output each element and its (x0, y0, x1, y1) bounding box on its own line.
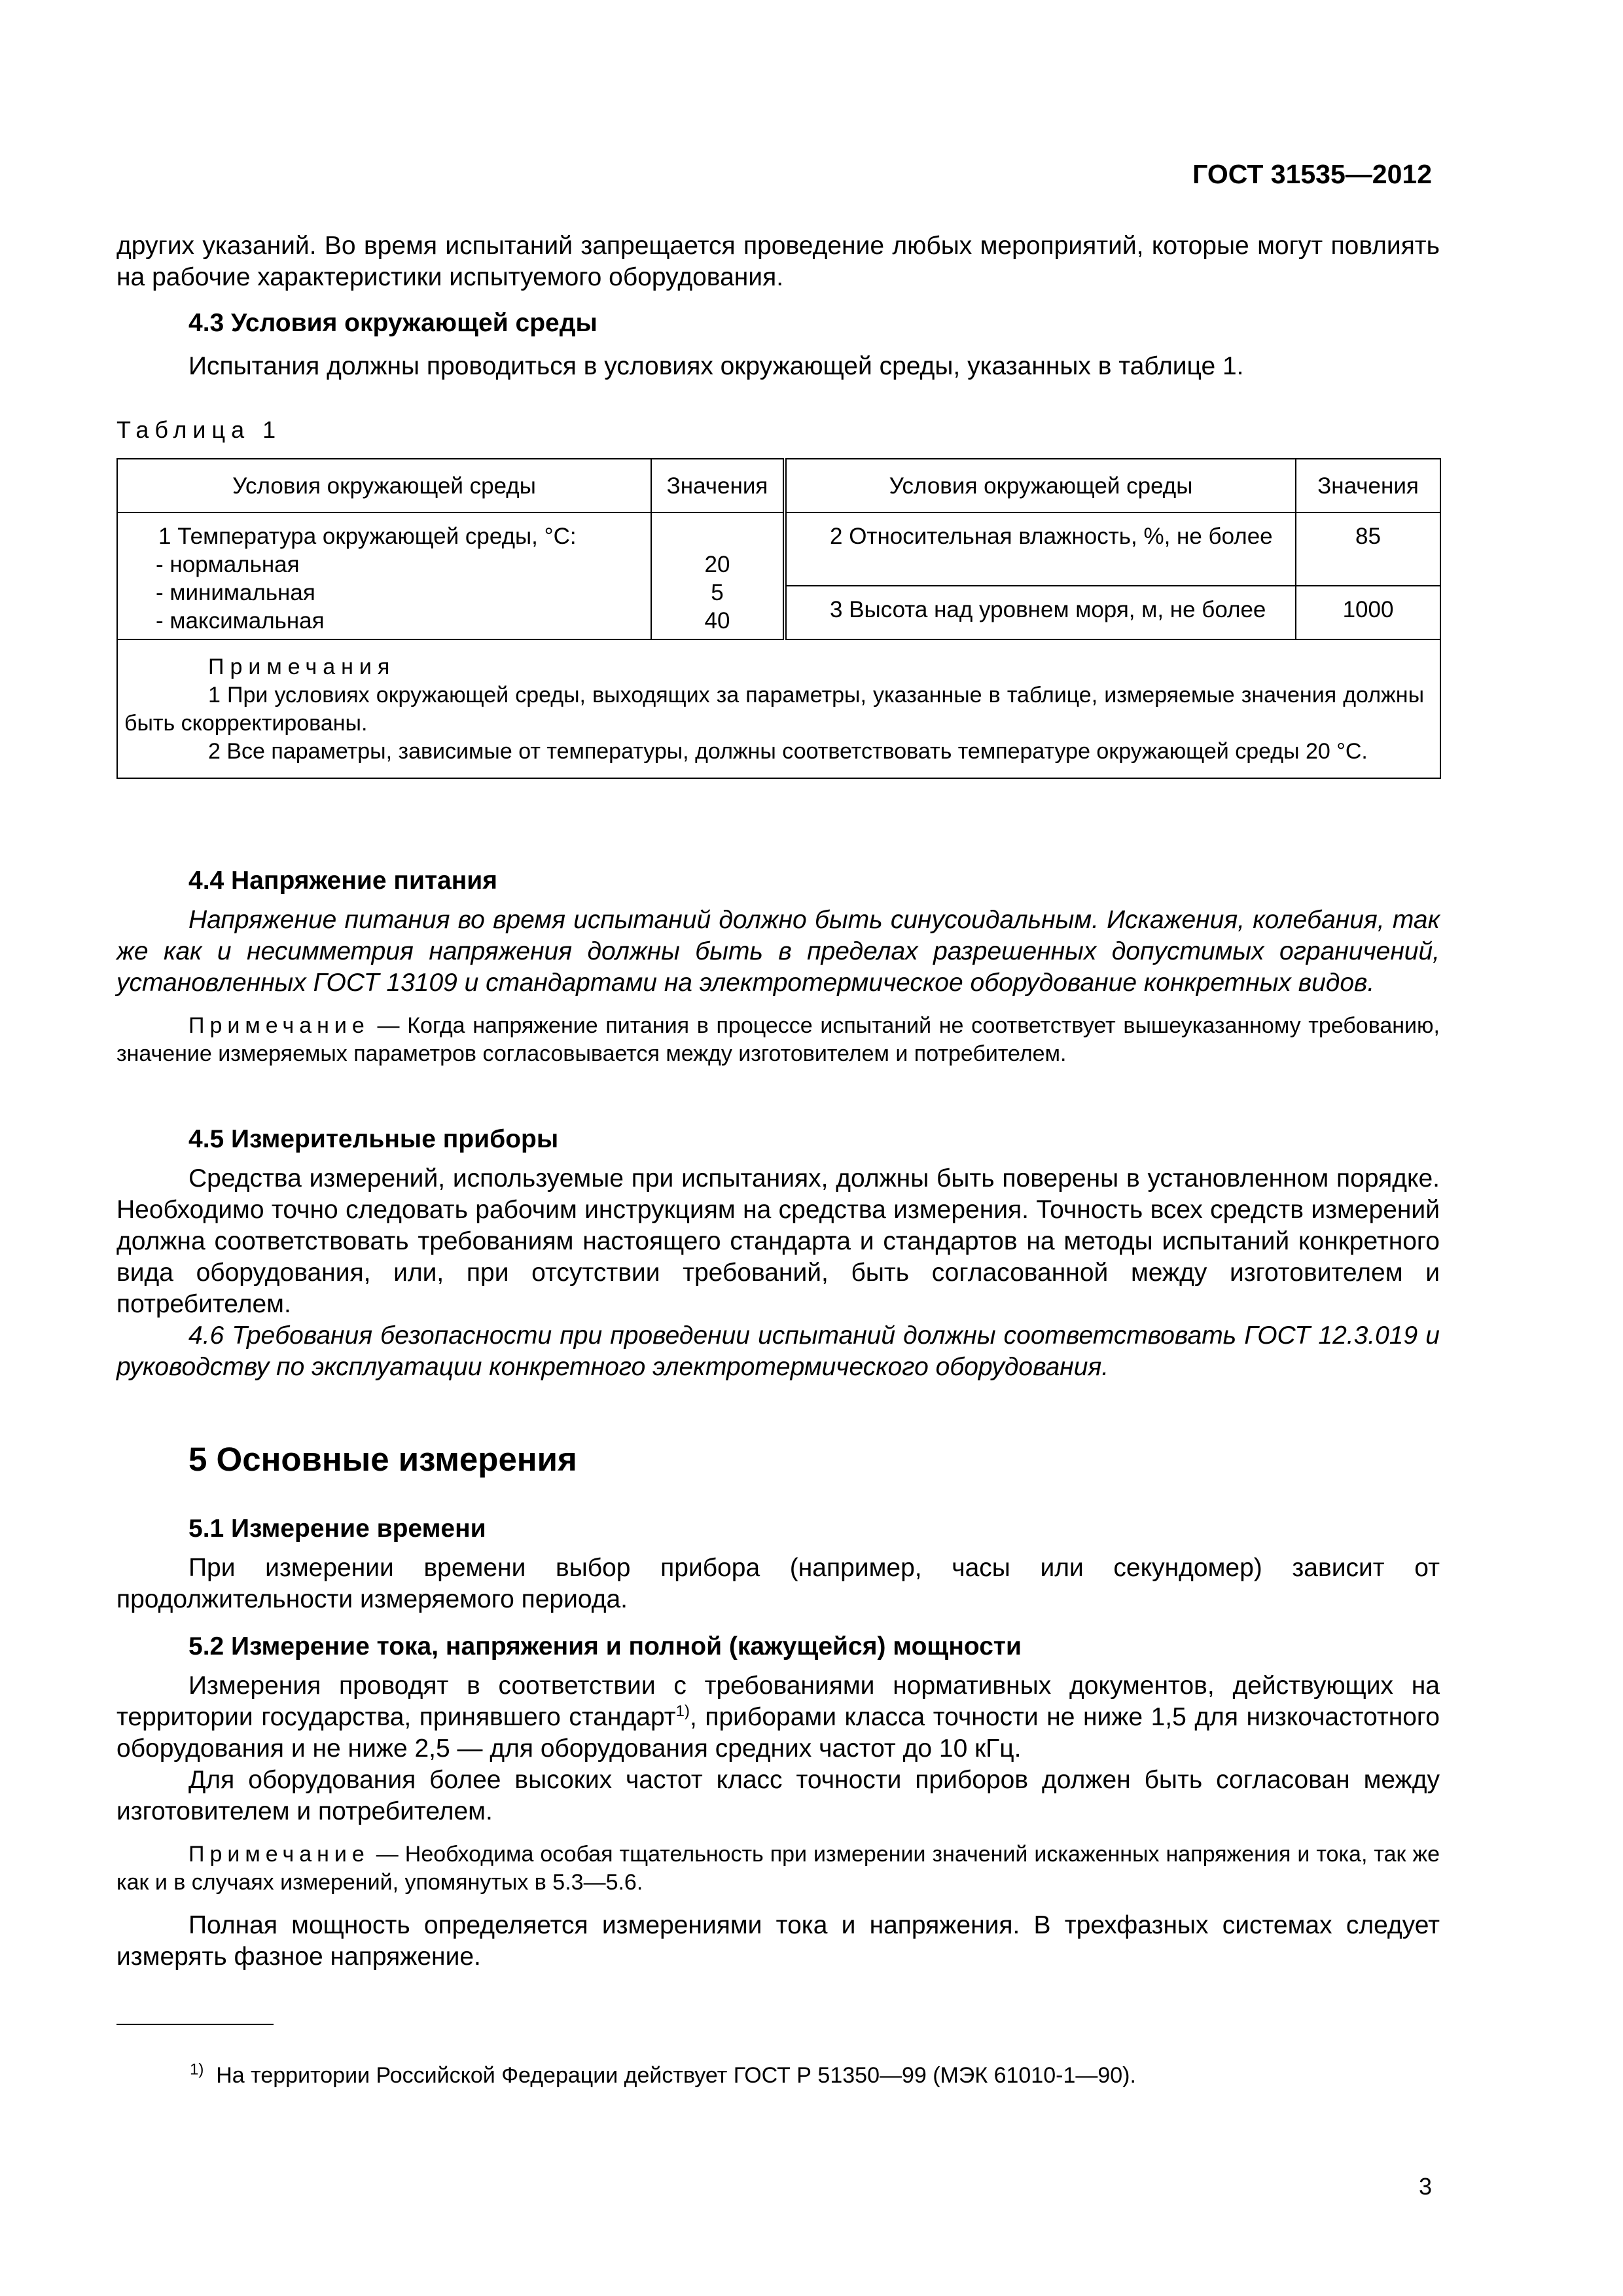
table-header-row (117, 459, 1440, 512)
temperature-item: - минимальная (156, 580, 315, 605)
page-number: 3 (1418, 2173, 1432, 2200)
section-text (116, 1670, 1440, 1765)
section-4-5 (116, 1124, 1440, 1383)
column-header: Условия окружающей среды (785, 459, 1296, 512)
section-5 (116, 1440, 1440, 1479)
temperature-value: 40 (704, 608, 730, 634)
intro-paragraph: других указаний. Во время испытаний запрещается проведение любых мероприятий, которые могут повлиять на рабочие характеристики испытуемого оборудования. (116, 232, 1440, 291)
note-label: Примечание (188, 1013, 370, 1038)
table-caption: Таблица 1 (116, 416, 282, 443)
column-header: Значения (1296, 459, 1440, 512)
section-5-1 (116, 1513, 1440, 1615)
environment-table (116, 458, 1441, 779)
table-notes-row (117, 639, 1440, 778)
temperature-values-cell (651, 512, 785, 639)
section-4-6-text: 4.6 Требования безопасности при проведении испытаний должны соответствовать ГОСТ 12.3.019 и руководству по эксплуатации конкретного электротермического оборудования. (116, 1321, 1440, 1381)
column-header: Значения (651, 459, 785, 512)
temperature-item: - максимальная (156, 608, 325, 634)
section-text: Напряжение питания во время испытаний должно быть синусоидальным. Искажения, колебания, так же как и несимметрия напряжения должны быть в пределах разрешенных допустимых ограничений, установленных ГОСТ 13109 и стандартами на электротермическое оборудование конкретных видов. (116, 906, 1440, 997)
notes-title: Примечания (208, 655, 396, 679)
table-row (117, 512, 1440, 586)
intro-block (116, 230, 1440, 293)
section-text: Испытания должны проводиться в условиях окружающей среды, указанных в таблице 1. (188, 352, 1244, 380)
table-notes (117, 639, 1440, 778)
section-5-2 (116, 1631, 1440, 1973)
footnote-ref[interactable]: 1) (675, 1702, 690, 1720)
standard-number: ГОСТ 31535—2012 (1192, 159, 1432, 189)
footnote-text: На территории Российской Федерации действует ГОСТ Р 51350—99 (МЭК 61010-1—90). (216, 2063, 1136, 2088)
note-text: — Когда напряжение питания в процессе испытаний не соответствует вышеуказанному требованию, значение измеряемых параметров согласовывается между изготовителем и потребителем. (116, 1013, 1440, 1066)
section-text: При измерении времени выбор прибора (например, часы или секундомер) зависит от продолжительности измеряемого периода. (116, 1554, 1440, 1613)
column-header: Условия окружающей среды (117, 459, 651, 512)
section-heading: 5.1 Измерение времени (188, 1515, 486, 1543)
footnote-mark: 1) (190, 2060, 204, 2079)
note-label: Примечание (188, 1842, 370, 1867)
temperature-cell (117, 512, 651, 639)
temperature-item: - нормальная (156, 552, 300, 577)
text-part: Измерения проводят в соответствии с требованиями нормативных документов, действующих на территории государства, принявшего стандарт (116, 1672, 1440, 1731)
text-part: , приборами класса точности не ниже 1,5 для низкочастотного оборудования и не ниже 2,5 — для оборудования средних частот до 10 кГц. (116, 1703, 1440, 1763)
table-note: 2 Все параметры, зависимые от температуры, должны соответствовать температуре окружающей среды 20 °C. (208, 739, 1368, 764)
section-note (116, 1840, 1440, 1897)
humidity-value: 85 (1296, 512, 1440, 586)
table-1-block (116, 416, 1440, 779)
section-text: Для оборудования более высоких частот класс точности приборов должен быть согласован между изготовителем и потребителем. (116, 1766, 1440, 1825)
section-4-3 (116, 308, 1440, 382)
humidity-label-cell (785, 512, 1296, 586)
note-text: — Необходима особая тщательность при измерении значений искаженных напряжения и тока, так же как и в случаях измерений, упомянутых в 5.3—5.6. (116, 1842, 1440, 1895)
chapter-heading: 5 Основные измерения (188, 1441, 577, 1478)
section-text: Полная мощность определяется измерениями тока и напряжения. В трехфазных системах следует измерять фазное напряжение. (116, 1911, 1440, 1971)
altitude-label-cell (785, 586, 1296, 639)
section-heading: 4.4 Напряжение питания (188, 867, 498, 895)
section-note (116, 1012, 1440, 1068)
footnote (190, 2062, 1136, 2089)
temperature-value: 5 (711, 580, 724, 605)
section-text: Средства измерений, используемые при испытаниях, должны быть поверены в установленном порядке. Необходимо точно следовать рабочим инструкциям на средства измерения. Точность всех средств измерений должна соответствовать требованиям настоящего стандарта и стандартов на методы испытаний конкретного вида оборудования, или, при отсутствии требований, быть согласованной между изготовителем и потребителем. (116, 1164, 1440, 1318)
section-heading: 4.5 Измерительные приборы (188, 1125, 559, 1153)
altitude-value: 1000 (1296, 586, 1440, 639)
footnote-separator (116, 2024, 274, 2025)
table-note: 1 При условиях окружающей среды, выходящих за параметры, указанные в таблице, измеряемые значения должны быть скорректированы. (124, 683, 1424, 736)
temperature-title: 1 Температура окружающей среды, °C: (158, 524, 577, 549)
section-4-4 (116, 865, 1440, 1068)
altitude-label: 3 Высота над уровнем моря, м, не более (830, 597, 1266, 622)
section-heading: 5.2 Измерение тока, напряжения и полной (кажущейся) мощности (188, 1632, 1022, 1660)
section-heading: 4.3 Условия окружающей среды (188, 309, 597, 337)
humidity-label: 2 Относительная влажность, %, не более (830, 524, 1273, 549)
temperature-value: 20 (704, 552, 730, 577)
